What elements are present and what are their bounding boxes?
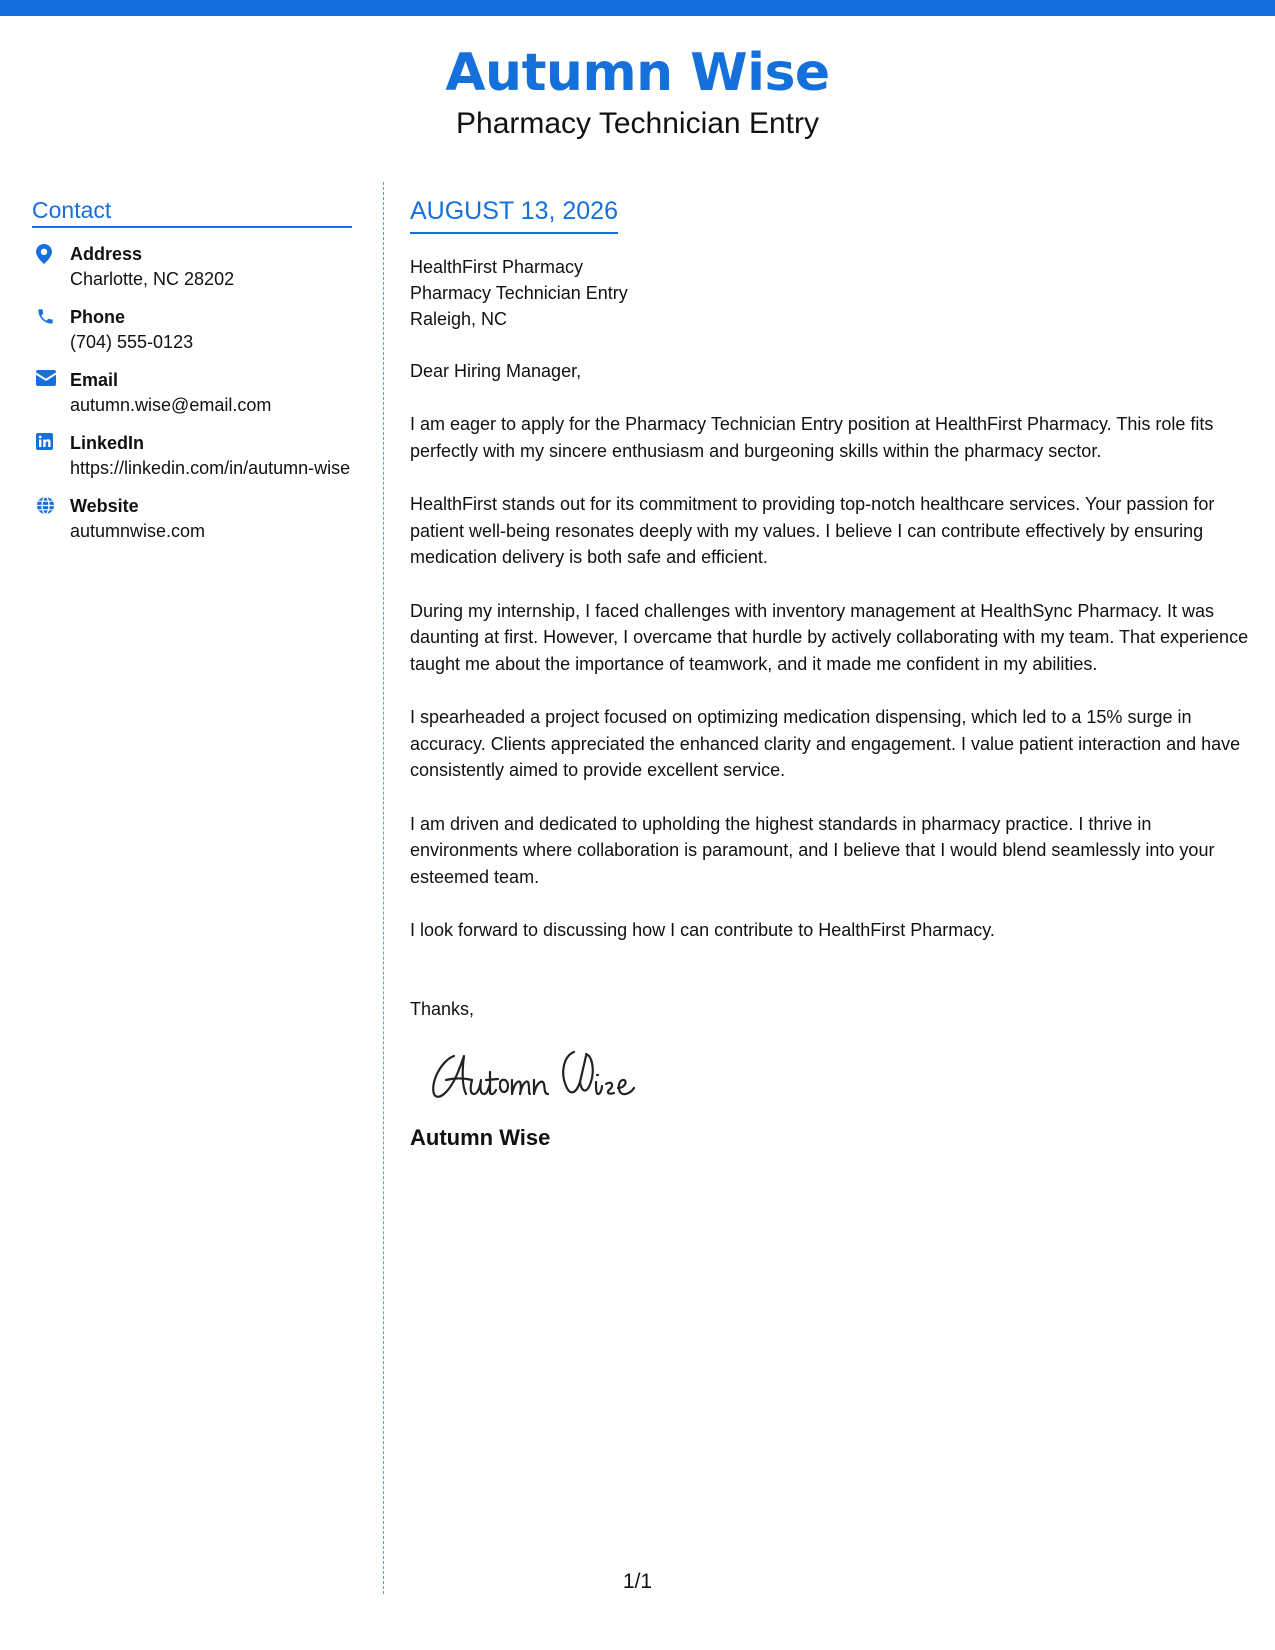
column-divider bbox=[383, 182, 384, 1594]
paragraph-closing: I look forward to discussing how I can contribute to HealthFirst Pharmacy. bbox=[410, 920, 995, 940]
globe-icon bbox=[32, 494, 70, 543]
contact-heading: Contact bbox=[32, 196, 352, 228]
address-label: Address bbox=[70, 244, 143, 264]
email-label: Email bbox=[70, 370, 119, 390]
linkedin-value[interactable]: https://linkedin.com/in/autumn-wise bbox=[70, 458, 351, 478]
page-number: 1/1 bbox=[622, 1570, 653, 1593]
phone-icon bbox=[32, 305, 70, 354]
phone-value: (704) 555-0123 bbox=[70, 332, 194, 352]
paragraph-internship: During my internship, I faced challenges with inventory management at HealthSync Pharmacy. It was daunting at first. However, I overcame that hurdle by actively collaborating with my team. That experience taught me about the importance of teamwork, and it made me confident in my abilities. bbox=[410, 600, 1249, 674]
paragraph-values: I am driven and dedicated to upholding the highest standards in pharmacy practice. I thrive in environments where collaboration is paramount, and I believe that I would blend seamlessly into your esteemed team. bbox=[410, 813, 1215, 887]
closing-salutation: Thanks, bbox=[410, 998, 475, 1019]
paragraph-achievement: I spearheaded a project focused on optimizing medication dispensing, which led to a 15% surge in accuracy. Clients appreciated the enhanced clarity and engagement. I value patient interaction and have consistently aimed to provide excellent service. bbox=[410, 707, 1241, 780]
recipient-location: Raleigh, NC bbox=[410, 309, 508, 329]
paragraph-intro: I am eager to apply for the Pharmacy Technician Entry position at HealthFirst Pharmacy. This role fits perfectly with my sincere enthusiasm and burgeoning skills within the pharmacy sector. bbox=[410, 414, 1214, 461]
handwritten-signature bbox=[424, 1042, 1255, 1112]
contact-item-website bbox=[32, 494, 352, 543]
contact-item-address bbox=[32, 242, 352, 291]
map-pin-icon bbox=[32, 242, 70, 291]
greeting: Dear Hiring Manager, bbox=[410, 361, 582, 381]
website-value[interactable]: autumnwise.com bbox=[70, 521, 206, 541]
envelope-icon bbox=[32, 368, 70, 417]
recipient-position: Pharmacy Technician Entry bbox=[410, 283, 628, 303]
applicant-role: Pharmacy Technician Entry bbox=[456, 107, 819, 140]
address-value: Charlotte, NC 28202 bbox=[70, 269, 235, 289]
linkedin-icon bbox=[32, 431, 70, 480]
letter-header bbox=[0, 40, 1275, 142]
recipient-company: HealthFirst Pharmacy bbox=[410, 257, 584, 277]
email-value: autumn.wise@email.com bbox=[70, 395, 272, 415]
linkedin-label: LinkedIn bbox=[70, 433, 145, 453]
letter-body bbox=[410, 196, 1255, 1152]
top-accent-bar bbox=[0, 0, 1275, 16]
contact-sidebar bbox=[32, 196, 352, 543]
recipient-block bbox=[410, 254, 1255, 332]
website-label: Website bbox=[70, 496, 139, 516]
phone-label: Phone bbox=[70, 307, 126, 327]
contact-item-phone bbox=[32, 305, 352, 354]
paragraph-company: HealthFirst stands out for its commitment to providing top-notch healthcare services. Your passion for patient well-being resonates deeply with my values. I believe I can contribute effectively by ensuring medication delivery is both safe and efficient. bbox=[410, 494, 1215, 567]
contact-item-linkedin bbox=[32, 431, 352, 480]
signer-name: Autumn Wise bbox=[410, 1124, 551, 1150]
contact-item-email bbox=[32, 368, 352, 417]
letter-date: AUGUST 13, 2026 bbox=[410, 196, 618, 234]
applicant-name: Autumn Wise bbox=[445, 43, 830, 103]
